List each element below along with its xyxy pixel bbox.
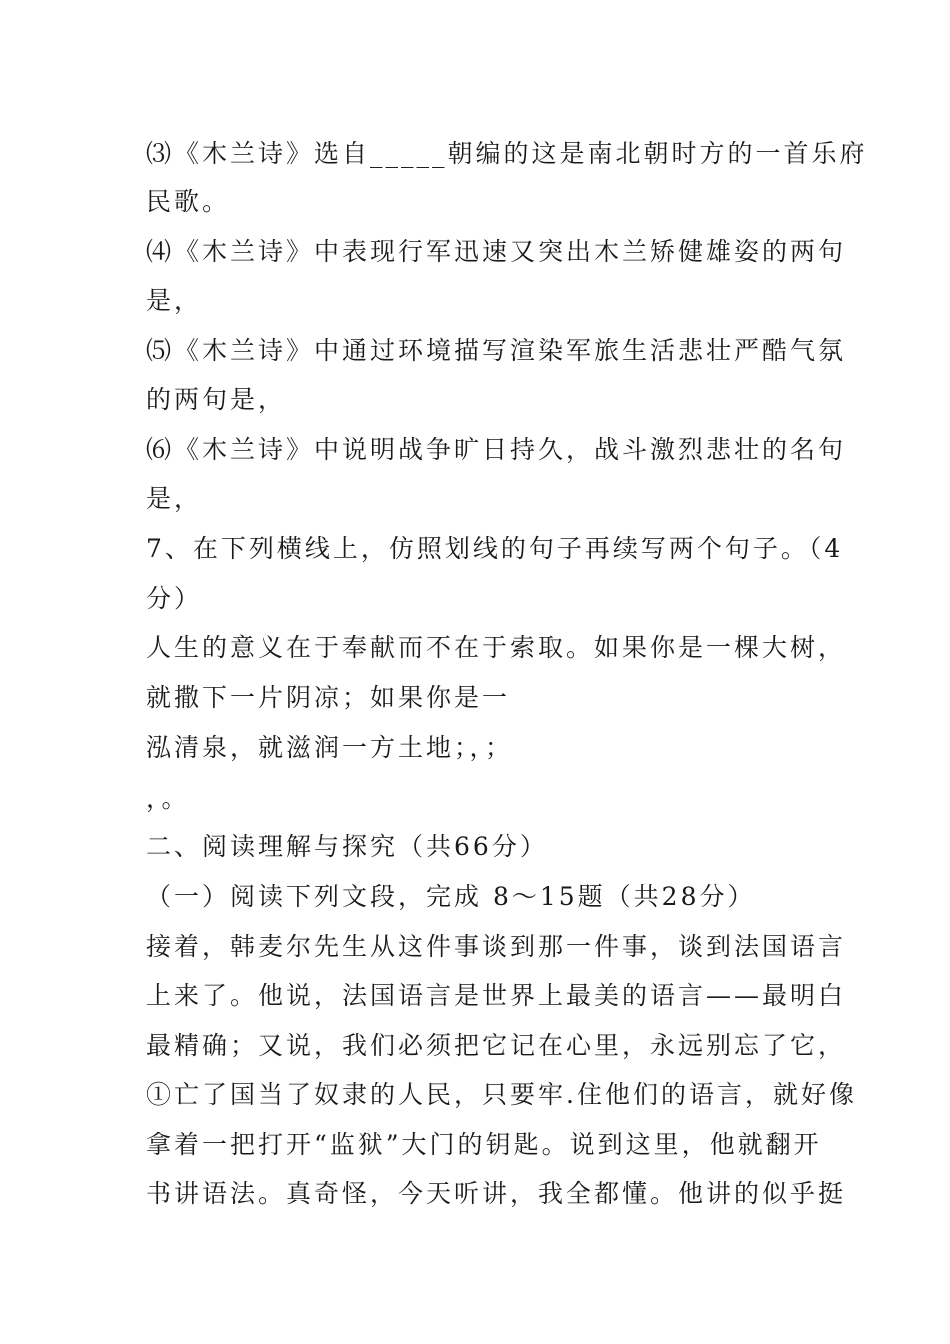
passage-line-5: 拿着一把打开“监狱”大门的钥匙。说到这里，他就翻开 — [146, 1130, 822, 1159]
question-4-line-1: ⑷《木兰诗》中表现行军迅速又突出木兰矫健雄姿的两句 — [146, 237, 847, 266]
question-3-line-1: ⑶《木兰诗》选自_____朝编的这是南北朝时方的一首乐府 — [146, 139, 868, 168]
subsection-heading: （一）阅读下列文段，完成 8～15题（共28分） — [146, 882, 756, 911]
passage-line-2: 上来了。他说，法国语言是世界上最美的语言——最明白 — [146, 981, 847, 1010]
passage-line-3: 最精确；又说，我们必须把它记在心里，永远别忘了它， — [146, 1031, 847, 1060]
passage-line-1: 接着，韩麦尔先生从这件事谈到那一件事，谈到法国语言 — [146, 932, 847, 961]
example-line-1: 人生的意义在于奉献而不在于索取。如果你是一棵大树， — [146, 633, 847, 662]
question-5-line-2: 的两句是， — [146, 385, 287, 414]
question-3-line-2: 民歌。 — [146, 187, 231, 216]
question-7-line-1: 7、在下列横线上，仿照划线的句子再续写两个句子。（4 — [146, 534, 844, 563]
question-6-line-1: ⑹《木兰诗》中说明战争旷日持久，战斗激烈悲壮的名句 — [146, 435, 847, 464]
question-5-line-1: ⑸《木兰诗》中通过环境描写渲染军旅生活悲壮严酷气氛 — [146, 336, 847, 365]
passage-line-6: 书讲语法。真奇怪，今天听讲，我全都懂。他讲的似乎挺 — [146, 1179, 847, 1208]
example-line-4: ，。 — [146, 784, 190, 813]
example-line-2: 就撒下一片阴凉；如果你是一 — [146, 683, 511, 712]
section-heading: 二、阅读理解与探究（共66分） — [146, 832, 548, 861]
example-line-3: 泓清泉，就滋润一方土地；，； — [146, 733, 514, 762]
question-7-line-2: 分） — [146, 584, 203, 613]
question-6-line-2: 是， — [146, 484, 203, 513]
passage-line-4: ①亡了国当了奴隶的人民，只要牢.住他们的语言，就好像 — [146, 1080, 857, 1109]
question-4-line-2: 是， — [146, 286, 203, 315]
